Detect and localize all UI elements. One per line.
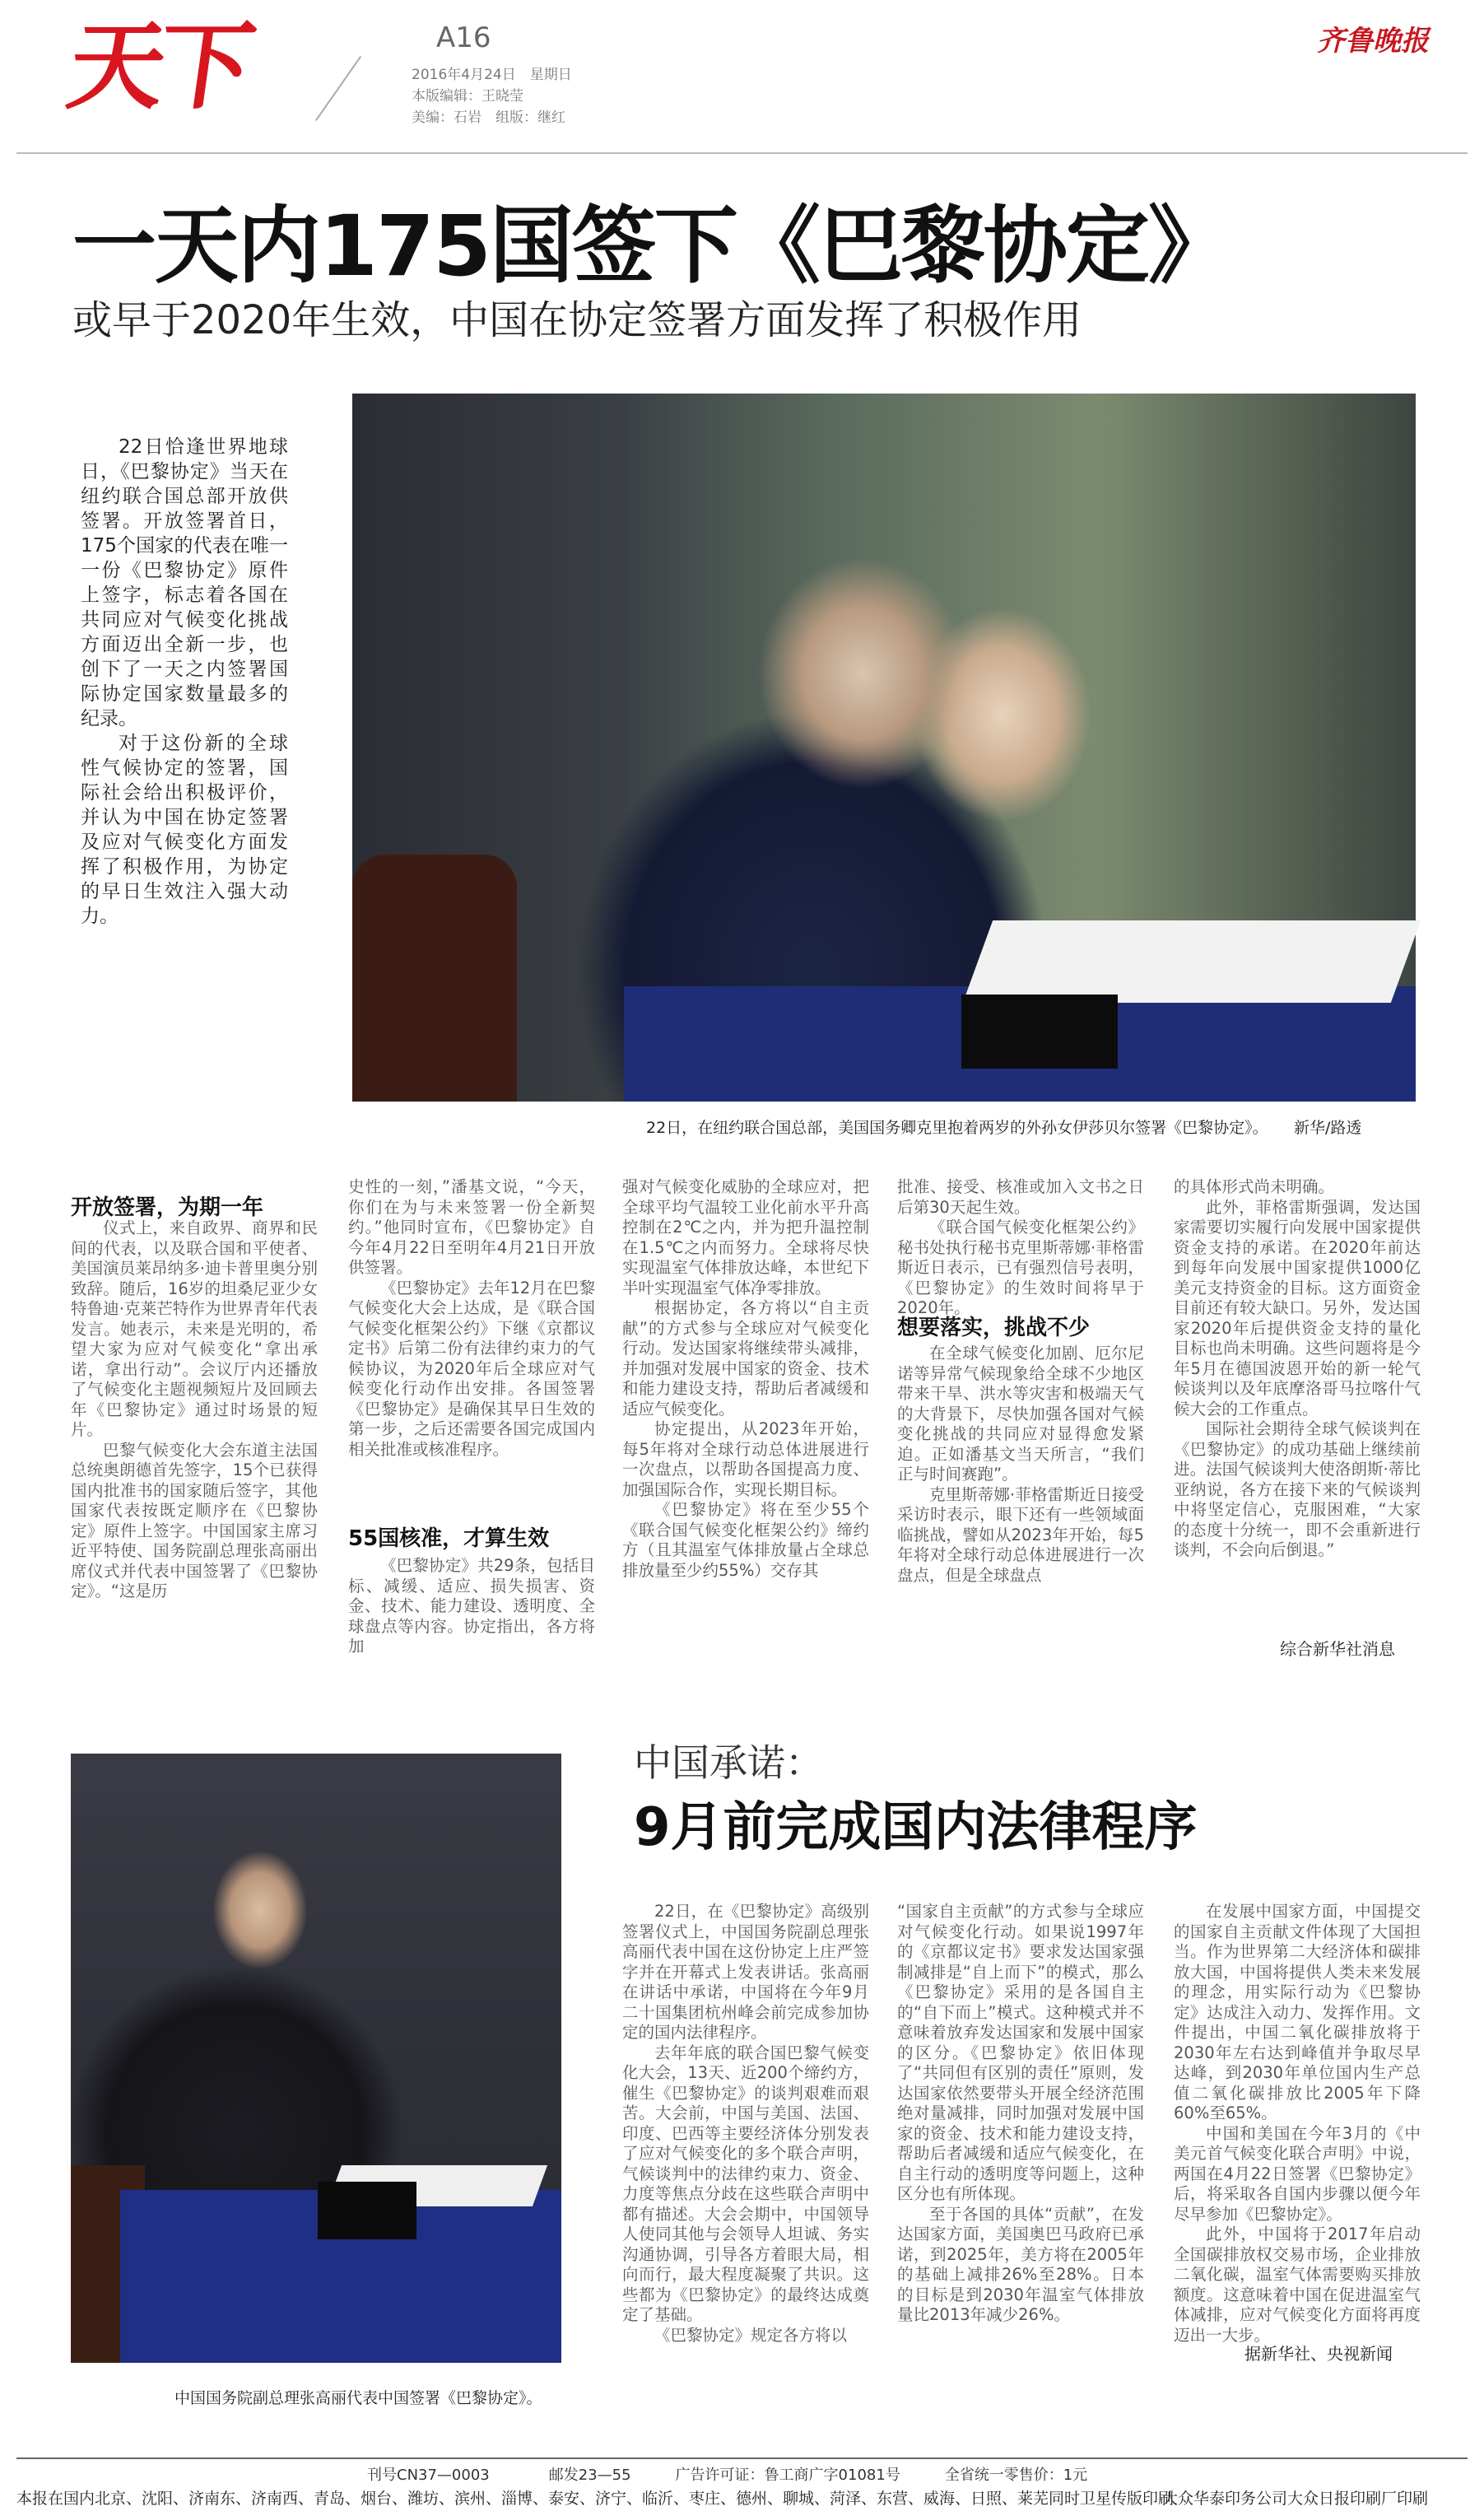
top-rule [16, 152, 1468, 154]
paragraph: 的具体形式尚未明确。 [1174, 1177, 1335, 1196]
paragraph: 此外，菲格雷斯强调，发达国家需要切实履行向发展中国家提供资金支持的承诺。在2020年前达到每年向发展中国家提供1000亿美元支持资金的目标。这方面资金目前还有较大缺口。另外，发达国家2020年后提供资金支持的量化目标也尚未明确。这些问题将是今年5月在德国波恩开始的新一轮气候谈判以及年底摩洛哥马拉喀什气候大会的工作重点。 [1174, 1197, 1421, 1419]
paragraph: 至于各国的具体“贡献”，在发达国家方面，美国奥巴马政府已承诺，到2025年，美方将在2005年的基础上减排26%至28%。日本的目标是到2030年温室气体排放量比2013年减少26%。 [897, 2204, 1144, 2324]
footer-registration: 刊号CN37—0003 邮发23—55 广告许可证：鲁工商广字01081号 全省统一零售价：1元 [367, 2467, 1088, 2484]
paragraph: 此外，中国将于2017年启动全国碳排放权交易市场，企业排放二氧化碳，温室气体需要购买排放额度。这意味着中国在促进温室气体减排，应对气候变化方面将再度迈出一大步。 [1174, 2224, 1421, 2345]
paper-name-logo: 齐鲁晚报 [1317, 25, 1429, 58]
paragraph: 在发展中国家方面，中国提交的国家自主贡献文件体现了大国担当。作为世界第二大经济体和碳排放大国，中国将提供人类未来发展的理念，用实际行动为《巴黎协定》达成注入动力、发挥作用。文件提出，中国二氧化碳排放将于2030年左右达到峰值并争取尽早达峰，到2030年单位国内生产总值二氧化碳排放比2005年下降60%至65%。 [1174, 1902, 1421, 2122]
paragraph: 《联合国气候变化框架公约》秘书处执行秘书克里斯蒂娜·菲格雷斯近日表示，已有强烈信号表明，《巴黎协定》的生效时间将早于2020年。 [897, 1218, 1144, 1317]
paragraph: 协定提出，从2023年开始，每5年将对全球行动总体进展进行一次盘点，以帮助各国提高力度、加强国际合作，实现长期目标。 [622, 1419, 869, 1499]
editor-line: 本版编辑：王晓莹 [412, 88, 523, 105]
paragraph: 《巴黎协定》规定各方将以 [654, 2325, 848, 2345]
paragraph: 批准、接受、核准或加入文书之日后第30天起生效。 [897, 1177, 1144, 1217]
masthead-meta [412, 64, 572, 128]
article2-column-1 [622, 1902, 869, 2363]
column-2-lower [348, 1556, 595, 1663]
paragraph: 在全球气候变化加剧、厄尔尼诺等异常气候现象给全球不少地区带来干旱、洪水等灾害和极端天气的大背景下，尽快加强各国对气候变化挑战的共同应对显得愈发紧迫。正如潘基文当天所言，“我们正与时间赛跑”。 [897, 1344, 1144, 1484]
paragraph: 《巴黎协定》将在至少55个《联合国气候变化框架公约》缔约方（且其温室气体排放量占全球总排放量至少约55%）交存其 [622, 1500, 869, 1580]
section-logo: 天下 [61, 12, 255, 123]
column-4-lower [897, 1344, 1144, 1665]
paragraph: 克里斯蒂娜·菲格雷斯近日接受采访时表示，眼下还有一些领域面临挑战，譬如从2023年开始，每5年将对全球行动总体进展进行一次盘点，但是全球盘点 [897, 1484, 1144, 1585]
article1-source: 综合新华社消息 [1280, 1639, 1395, 1659]
paragraph: 去年年底的联合国巴黎气候变化大会，13天、近200个缔约方，催生《巴黎协定》的谈判艰难而艰苦。大会前，中国与美国、法国、印度、巴西等主要经济体分别发表了应对气候变化的多个联合声明，气候谈判中的法律约束力、资金、力度等焦点分歧在这些联合声明中都有描述。大会会期中，中国领导人使同其他与会领导人坦诚、务实沟通协调，引导各方着眼大局，相向而行，最大程度凝聚了共识。这些都为《巴黎协定》的最终达成奠定了基础。 [622, 2043, 869, 2324]
paragraph: 《巴黎协定》共29条，包括目标、减缓、适应、损失损害、资金、技术、能力建设、透明度、全球盘点等内容。协定指出，各方将加 [348, 1556, 595, 1656]
column-4 [897, 1177, 1144, 1317]
footer-print-locations: 本报在国内北京、沈阳、济南东、济南西、青岛、烟台、潍坊、滨州、淄博、泰安、济宁、临沂、枣庄、德州、聊城、菏泽、东营、威海、日照、莱芜同时卫星传版印刷 [16, 2490, 1175, 2508]
column-1 [71, 1218, 318, 1655]
photo-kerry-signing [352, 394, 1416, 1102]
article2-source: 据新华社、央视新闻 [1244, 2344, 1393, 2364]
lead-p2: 对于这份新的全球性气候协定的签署，国际社会给出积极评价，并认为中国在协定签署及应对气候变化方面发挥了积极作用，为协定的早日生效注入强大动力。 [81, 733, 288, 927]
photo-chair [352, 855, 517, 1102]
date-line: 2016年4月24日 星期日 [412, 67, 572, 83]
paragraph: 《巴黎协定》去年12月在巴黎气候变化大会上达成，是《联合国气候变化框架公约》下继《京都议定书》后第二份有法律约束力的气候协议，为2020年后全球应对气候变化行动作出安排。各国签署《巴黎协定》是确保其早日生效的第一步，之后还需要各国完成国内相关批准或核准程序。 [348, 1278, 595, 1459]
paragraph: 22日，在《巴黎协定》高级别签署仪式上，中国国务院副总理张高丽代表中国在这份协定上庄严签字并在开幕式上发表讲话。张高丽在讲话中承诺，中国将在今年9月二十国集团杭州峰会前完成参加协定的国内法律程序。 [622, 1902, 869, 2042]
paragraph: 史性的一刻，”潘基文说，“今天，你们在为与未来签署一份全新契约。”他同时宣布，《巴黎协定》自今年4月22日至明年4月21日开放供签署。 [348, 1177, 595, 1277]
column-3 [622, 1177, 869, 1663]
section-heading-3: 想要落实，挑战不少 [897, 1316, 1091, 1340]
photo-nameplate [318, 2182, 416, 2239]
column-5 [1174, 1177, 1421, 1614]
article2-column-2 [897, 1902, 1144, 2363]
lead-p1: 22日恰逢世界地球日，《巴黎协定》当天在纽约联合国总部开放供签署。开放签署首日，175个国家的代表在唯一一份《巴黎协定》原件上签字，标志着各国在共同应对气候变化挑战方面迈出全新一步，也创下了一天之内签署国际协定国家数量最多的纪录。 [81, 436, 288, 729]
article2-kicker: 中国承诺： [634, 1740, 823, 1785]
photo1-caption: 22日，在纽约联合国总部，美国国务卿克里抱着两岁的外孙女伊莎贝尔签署《巴黎协定》。 [646, 1119, 1268, 1137]
paragraph: 国际社会期待全球气候谈判在《巴黎协定》的成功基础上继续前进。法国气候谈判大使洛朗斯·蒂比亚纳说，各方在接下来的气候谈判中将坚定信心，克服困难，“大家的态度十分统一，即不会重新进行谈判，不会向后倒退。” [1174, 1419, 1421, 1559]
lead-paragraphs [81, 435, 288, 929]
design-line: 美编：石岩 组版：继红 [412, 109, 565, 126]
bottom-rule [16, 2457, 1468, 2459]
section-heading-2: 55国核准，才算生效 [348, 1526, 550, 1551]
footer-printer: 大众华泰印务公司大众日报印刷厂印刷 [1162, 2490, 1429, 2508]
paragraph: 根据协定，各方将以“自主贡献”的方式参与全球应对气候变化行动。发达国家将继续带头减排，并加强对发展中国家的资金、技术和能力建设支持，帮助后者减缓和适应气候变化。 [622, 1298, 869, 1419]
main-subhead: 或早于2020年生效，中国在协定签署方面发挥了积极作用 [72, 297, 1082, 343]
photo-document [963, 920, 1421, 1003]
main-headline: 一天内175国签下《巴黎协定》 [72, 198, 1230, 296]
column-2 [348, 1177, 595, 1531]
paragraph: “国家自主贡献”的方式参与全球应对气候变化行动。如果说1997年的《京都议定书》要求发达国家强制减排是“自上而下”的模式，那么《巴黎协定》采用的是各国自主的“自下而上”模式。这种模式并不意味着放弃发达国家和发展中国家的区分。《巴黎协定》依旧体现了“共同但有区别的责任”原则，发达国家依然要带头开展全经济范围绝对量减排，同时加强对发展中国家的资金、技术和能力建设支持，帮助后者减缓和适应气候变化，在自主行动的透明度等问题上，这种区分也有所体现。 [897, 1902, 1144, 2203]
paragraph: 巴黎气候变化大会东道主法国总统奥朗德首先签字，15个已获得国内批准书的国家随后签字，其他国家代表按既定顺序在《巴黎协定》原件上签字。中国国家主席习近平特使、国务院副总理张高丽出席仪式并代表中国签署了《巴黎协定》。“这是历 [71, 1440, 318, 1600]
page-number: A16 [436, 21, 491, 54]
article2-title: 9月前完成国内法律程序 [634, 1797, 1198, 1858]
photo-nameplate [961, 995, 1118, 1069]
paragraph: 强对气候变化威胁的全球应对，把全球平均气温较工业化前水平升高控制在2℃之内，并为把升温控制在1.5℃之内而努力。全球将尽快实现温室气体排放达峰，本世纪下半叶实现温室气体净零排放。 [622, 1177, 869, 1297]
article2-column-3 [1174, 1902, 1421, 2345]
section-heading-1: 开放签署，为期一年 [71, 1195, 264, 1220]
photo1-credit: 新华/路透 [1294, 1119, 1362, 1137]
paragraph: 仪式上，来自政界、商界和民间的代表，以及联合国和平使者、美国演员莱昂纳多·迪卡普里奥分别致辞。随后，16岁的坦桑尼亚少女特鲁迪·克莱芒特作为世界青年代表发言。她表示，未来是光明的，希望大家为应对气候变化“拿出承诺，拿出行动”。会议厅内还播放了气候变化主题视频短片及回顾去年《巴黎协定》通过时场景的短片。 [71, 1218, 318, 1439]
photo2-caption: 中国国务院副总理张高丽代表中国签署《巴黎协定》。 [174, 2389, 542, 2407]
photo-zhang-signing [71, 1754, 561, 2363]
paragraph: 中国和美国在今年3月的《中美元首气候变化联合声明》中说，两国在4月22日签署《巴黎协定》后，将采取各自国内步骤以便今年尽早参加《巴黎协定》。 [1174, 2123, 1421, 2224]
